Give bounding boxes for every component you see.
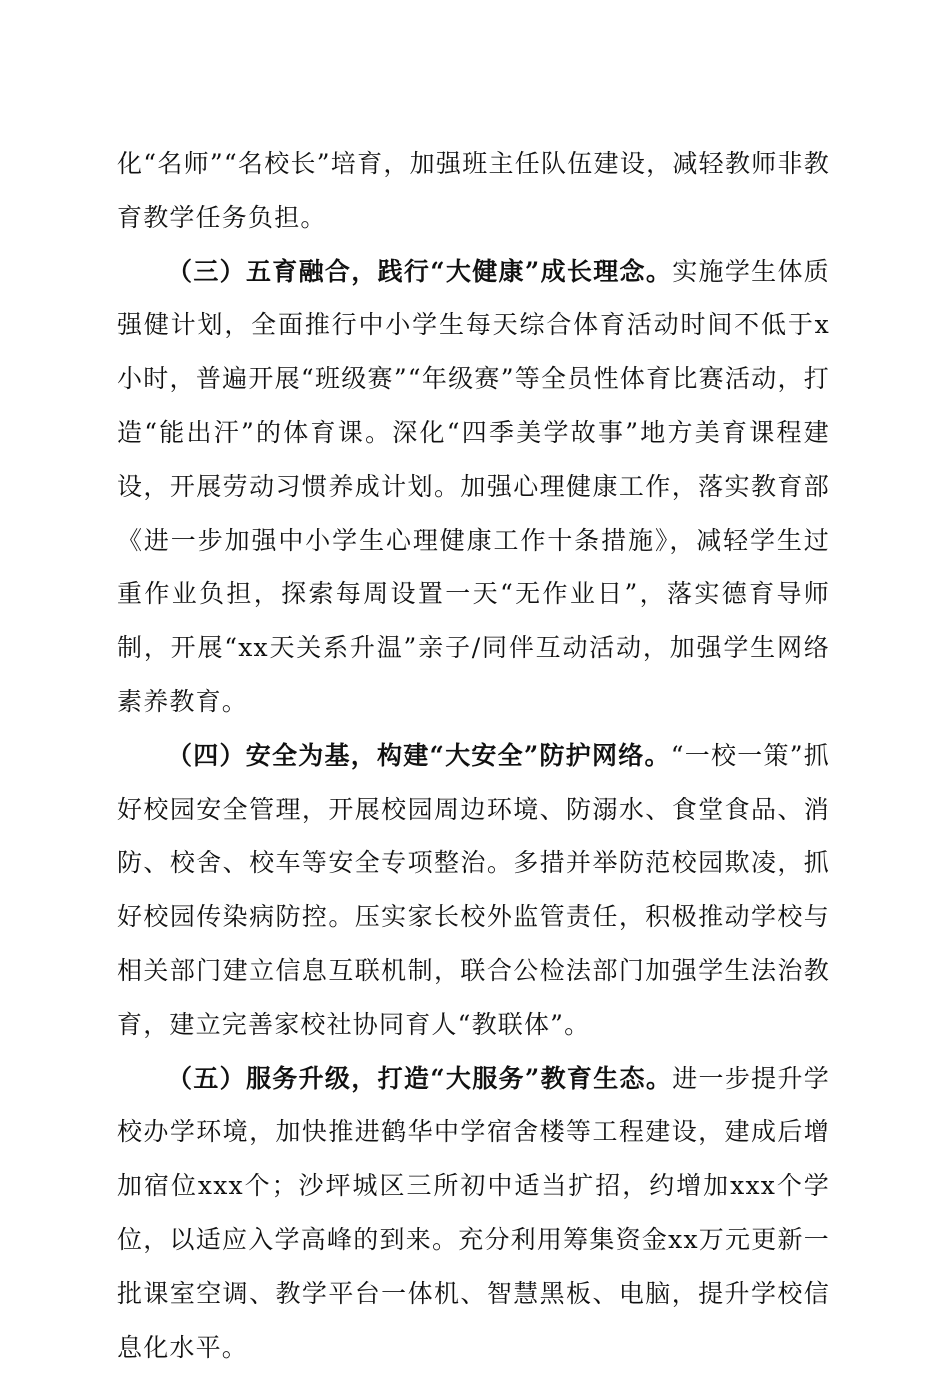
paragraph-body-text: 化“名师”“名校长”培育，加强班主任队伍建设，减轻教师非教育教学任务负担。 xyxy=(117,149,830,232)
section-four-heading: （四）安全为基，构建“大安全”防护网络。 xyxy=(167,740,671,770)
paragraph-continuation xyxy=(117,137,830,245)
document-body xyxy=(117,137,830,1374)
paragraph-section-four xyxy=(117,729,830,1052)
section-five-body: 进一步提升学校办学环境，加快推进鹤华中学宿舍楼等工程建设，建成后增加宿位xxx个；沙坪城区三所初中适当扩招，约增加xxx个学位，以适应入学高峰的到来。充分利用筹集资金xx万元更新一批课室空调、教学平台一体机、智慧黑板、电脑，提升学校信息化水平。 xyxy=(117,1063,830,1362)
section-three-heading: （三）五育融合，践行“大健康”成长理念。 xyxy=(167,256,673,286)
section-five-heading: （五）服务升级，打造“大服务”教育生态。 xyxy=(167,1063,673,1093)
section-three-body: 实施学生体质强健计划，全面推行中小学生每天综合体育活动时间不低于x小时，普遍开展“班级赛”“年级赛”等全员性体育比赛活动，打造“能出汗”的体育课。深化“四季美学故事”地方美育课程建设，开展劳动习惯养成计划。加强心理健康工作，落实教育部《进一步加强中小学生心理健康工作十条措施》，减轻学生过重作业负担，探索每周设置一天“无作业日”，落实德育导师制，开展“xx天关系升温”亲子/同伴互动活动，加强学生网络素养教育。 xyxy=(117,256,830,716)
section-four-body: “一校一策”抓好校园安全管理，开展校园周边环境、防溺水、食堂食品、消防、校舍、校车等安全专项整治。多措并举防范校园欺凌，抓好校园传染病防控。压实家长校外监管责任，积极推动学校与相关部门建立信息互联机制，联合公检法部门加强学生法治教育，建立完善家校社协同育人“教联体”。 xyxy=(117,740,831,1039)
paragraph-section-five xyxy=(117,1052,830,1374)
paragraph-section-three xyxy=(117,245,830,729)
